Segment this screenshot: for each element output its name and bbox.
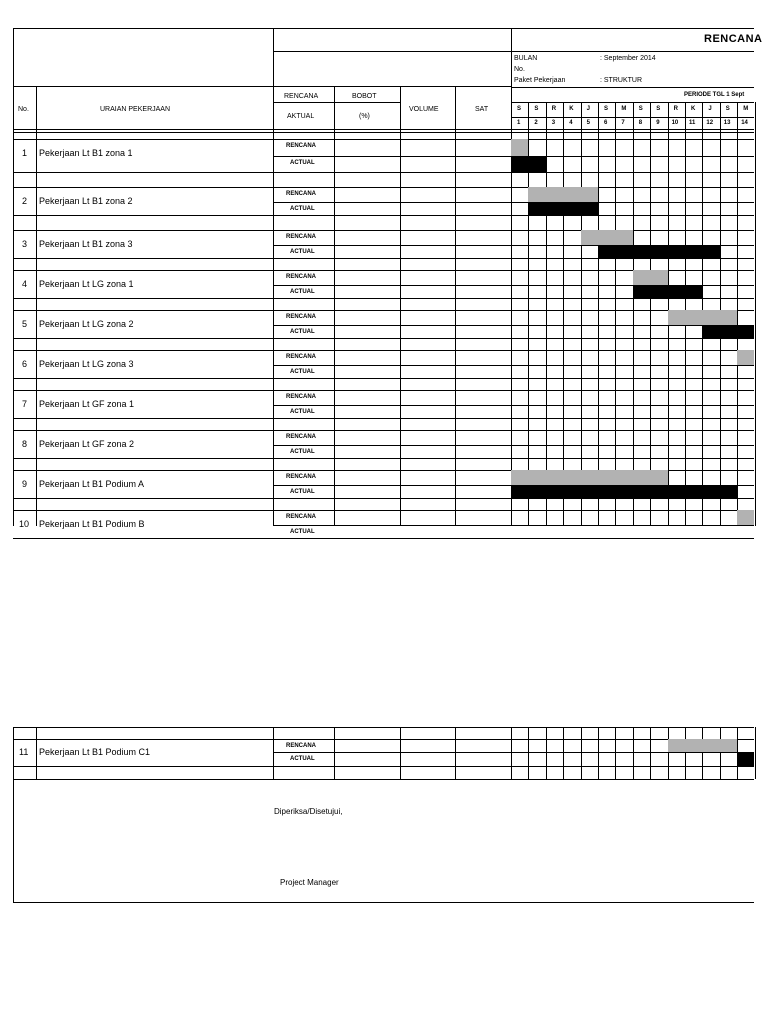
grid-line: [755, 727, 756, 779]
grid-line: [720, 727, 721, 779]
bulan-label: BULAN: [514, 55, 538, 62]
grid-line: [13, 418, 754, 419]
grid-line: [546, 102, 547, 526]
actual-bar: [650, 285, 667, 298]
actual-bar: [668, 245, 685, 258]
day-number-label: 9: [656, 120, 660, 126]
actual-row-label: ACTUAL: [290, 329, 315, 335]
rencana-bar: [685, 739, 702, 752]
col-no-header: No.: [18, 106, 29, 113]
col-aktual-header: AKTUAL: [287, 113, 315, 120]
col-volume-header: VOLUME: [409, 106, 439, 113]
rencana-row-label: RENCANA: [286, 743, 316, 749]
rencana-bar: [720, 739, 737, 752]
no-label: No.: [514, 66, 525, 73]
rencana-row-label: RENCANA: [286, 191, 316, 197]
actual-bar: [546, 202, 563, 215]
actual-bar: [511, 485, 528, 498]
col-bobot-header: BOBOT: [352, 93, 377, 100]
actual-row-label: ACTUAL: [290, 409, 315, 415]
rencana-bar: [737, 510, 754, 525]
task-name: Pekerjaan Lt B1 zona 2: [39, 196, 133, 206]
left-border: [13, 28, 14, 526]
rencana-bar: [563, 470, 580, 485]
rencana-bar: [650, 470, 667, 485]
grid-line: [581, 727, 582, 779]
task-name: Pekerjaan Lt LG zona 1: [39, 279, 134, 289]
approval-label: Diperiksa/Disetujui,: [274, 807, 343, 816]
day-of-week-label: S: [656, 106, 661, 112]
rencana-row-label: RENCANA: [286, 354, 316, 360]
actual-bar: [737, 325, 754, 338]
actual-bar: [581, 202, 598, 215]
task-name: Pekerjaan Lt GF zona 2: [39, 439, 135, 449]
day-of-week-label: M: [743, 106, 749, 112]
grid-line: [13, 86, 511, 87]
grid-line: [455, 86, 456, 526]
task-name: Pekerjaan Lt B1 Podium A: [39, 479, 145, 489]
rencana-bar: [702, 310, 719, 325]
rencana-row-label: RENCANA: [286, 143, 316, 149]
rencana-bar: [633, 270, 650, 285]
grid-line: [334, 86, 335, 526]
grid-line: [633, 727, 634, 779]
day-of-week-label: S: [534, 106, 539, 112]
actual-row-label: ACTUAL: [290, 449, 315, 455]
actual-bar: [685, 285, 702, 298]
actual-bar: [615, 485, 632, 498]
actual-bar: [702, 485, 719, 498]
actual-row-label: ACTUAL: [290, 249, 315, 255]
grid-line: [36, 727, 37, 779]
day-of-week-label: R: [673, 106, 678, 112]
rencana-bar: [668, 739, 685, 752]
grid-line: [563, 102, 564, 526]
rencana-bar: [581, 187, 598, 202]
actual-bar: [615, 245, 632, 258]
actual-bar: [563, 485, 580, 498]
day-number-label: 10: [671, 120, 679, 126]
day-number-label: 2: [534, 120, 538, 126]
day-of-week-label: M: [621, 106, 627, 112]
grid-line: [400, 86, 401, 526]
rencana-bar: [581, 470, 598, 485]
grid-line: [13, 378, 754, 379]
rencana-bar: [581, 230, 598, 245]
grid-line: [13, 510, 754, 511]
rencana-row-label: RENCANA: [286, 274, 316, 280]
grid-line: [273, 202, 754, 203]
grid-line: [273, 405, 754, 406]
footer-bottom-border: [13, 902, 754, 903]
day-of-week-label: K: [569, 106, 574, 112]
grid-line: [13, 230, 754, 231]
grid-line: [13, 338, 754, 339]
grid-line: [36, 86, 37, 526]
grid-line: [13, 215, 754, 216]
grid-line: [273, 752, 754, 753]
grid-line: [13, 739, 754, 740]
rencana-bar: [615, 230, 632, 245]
actual-bar: [685, 485, 702, 498]
grid-line: [455, 727, 456, 779]
grid-line: [273, 525, 754, 526]
actual-bar: [650, 485, 667, 498]
task-name: Pekerjaan Lt GF zona 1: [39, 399, 135, 409]
day-number-label: 14: [741, 120, 748, 126]
day-number-label: 7: [621, 120, 625, 126]
grid-line: [13, 458, 754, 459]
task-number: 3: [22, 239, 28, 249]
actual-bar: [511, 156, 528, 172]
grid-line: [755, 102, 756, 526]
grid-line: [334, 727, 335, 779]
actual-row-label: ACTUAL: [290, 289, 315, 295]
actual-bar: [685, 245, 702, 258]
actual-bar: [633, 485, 650, 498]
day-number-label: 12: [706, 120, 714, 126]
task-number: 7: [22, 399, 28, 409]
grid-line: [13, 779, 754, 780]
rencana-bar: [598, 230, 615, 245]
actual-row-label: ACTUAL: [290, 756, 315, 762]
actual-bar: [702, 325, 719, 338]
grid-line: [13, 430, 754, 431]
grid-line: [13, 298, 754, 299]
grid-line: [528, 727, 529, 779]
grid-line: [273, 102, 400, 103]
grid-line: [13, 727, 14, 902]
actual-bar: [737, 752, 754, 766]
signatory-role: Project Manager: [280, 878, 339, 887]
grid-line: [633, 102, 634, 526]
grid-line: [400, 727, 401, 779]
grid-line: [273, 365, 754, 366]
grid-line: [13, 139, 754, 140]
task-number: 1: [22, 148, 28, 158]
grid-line: [615, 727, 616, 779]
day-of-week-label: J: [708, 106, 712, 112]
task-name: Pekerjaan Lt B1 zona 3: [39, 239, 133, 249]
day-of-week-label: J: [586, 106, 590, 112]
grid-line: [737, 102, 738, 526]
grid-line: [13, 310, 754, 311]
rencana-bar: [563, 187, 580, 202]
day-number-label: 5: [586, 120, 590, 126]
rencana-bar: [598, 470, 615, 485]
grid-line: [668, 727, 669, 779]
day-of-week-label: R: [551, 106, 557, 112]
grid-line: [511, 727, 512, 779]
actual-bar: [528, 156, 545, 172]
rencana-bar: [702, 739, 719, 752]
actual-row-label: ACTUAL: [290, 369, 315, 375]
grid-line: [273, 445, 754, 446]
task-number: 9: [22, 479, 28, 489]
grid-line: [598, 102, 599, 526]
rencana-row-label: RENCANA: [286, 234, 316, 240]
col-sat-header: SAT: [475, 106, 489, 113]
day-of-week-label: S: [725, 106, 730, 112]
rencana-bar: [650, 270, 667, 285]
actual-bar: [668, 285, 685, 298]
actual-bar: [546, 485, 563, 498]
periode-label: PERIODE TGL 1 Sept: [684, 92, 745, 98]
block-bottom-border: [13, 538, 754, 539]
actual-bar: [650, 245, 667, 258]
actual-row-label: ACTUAL: [290, 160, 315, 166]
actual-bar: [598, 245, 615, 258]
actual-bar: [702, 245, 719, 258]
task-number: 6: [22, 359, 28, 369]
actual-bar: [528, 202, 545, 215]
grid-line: [598, 727, 599, 779]
day-number-label: 1: [517, 120, 521, 126]
day-number-label: 11: [689, 120, 696, 126]
rencana-row-label: RENCANA: [286, 514, 316, 520]
actual-bar: [720, 325, 737, 338]
grid-line: [650, 102, 651, 526]
day-number-label: 3: [551, 120, 556, 126]
grid-line: [273, 727, 274, 779]
task-number: 4: [22, 279, 28, 289]
task-name: Pekerjaan Lt B1 Podium C1: [39, 747, 151, 757]
grid-line: [13, 132, 754, 133]
grid-line: [13, 498, 754, 499]
grid-line: [615, 102, 616, 526]
col-rencana-header: RENCANA: [284, 93, 319, 100]
grid-line: [13, 727, 754, 728]
grid-line: [702, 727, 703, 779]
task-name: Pekerjaan Lt LG zona 2: [39, 319, 134, 329]
rencana-row-label: RENCANA: [286, 394, 316, 400]
rencana-row-label: RENCANA: [286, 474, 316, 480]
actual-bar: [668, 485, 685, 498]
grid-line: [13, 258, 754, 259]
col-uraian-header: URAIAN PEKERJAAN: [100, 106, 171, 113]
task-name: Pekerjaan Lt B1 Podium B: [39, 519, 145, 529]
rencana-bar: [546, 470, 563, 485]
rencana-bar: [511, 470, 528, 485]
task-name: Pekerjaan Lt LG zona 3: [39, 359, 134, 369]
task-number: 10: [19, 519, 30, 529]
grid-line: [273, 325, 754, 326]
grid-line: [13, 187, 754, 188]
grid-line: [13, 390, 754, 391]
actual-row-label: ACTUAL: [290, 206, 315, 212]
actual-bar: [633, 245, 650, 258]
grid-line: [685, 727, 686, 779]
day-of-week-label: S: [604, 106, 609, 112]
paket-value: : STRUKTUR: [600, 77, 642, 84]
grid-line: [511, 87, 754, 88]
actual-bar: [633, 285, 650, 298]
day-number-label: 6: [604, 120, 608, 126]
task-number: 8: [22, 439, 28, 449]
rencana-bar: [615, 470, 632, 485]
actual-bar: [563, 202, 580, 215]
actual-bar: [528, 485, 545, 498]
grid-line: [563, 727, 564, 779]
rencana-bar: [633, 470, 650, 485]
grid-line: [650, 727, 651, 779]
rencana-bar: [528, 470, 545, 485]
day-number-label: 13: [723, 120, 731, 126]
rencana-bar: [668, 310, 685, 325]
task-number: 5: [22, 319, 28, 329]
grid-line: [13, 350, 754, 351]
grid-line: [546, 727, 547, 779]
actual-bar: [720, 485, 737, 498]
actual-row-label: ACTUAL: [290, 489, 315, 495]
rencana-bar: [685, 310, 702, 325]
actual-bar: [581, 485, 598, 498]
day-number-label: 8: [638, 120, 643, 126]
actual-row-label: ACTUAL: [290, 529, 315, 535]
grid-line: [581, 102, 582, 526]
day-number-label: 4: [569, 120, 573, 126]
rencana-bar: [528, 187, 545, 202]
document-title: RENCANA: [704, 33, 763, 45]
actual-bar: [598, 485, 615, 498]
day-of-week-label: S: [517, 106, 522, 112]
grid-line: [13, 129, 754, 130]
task-number: 2: [22, 196, 28, 206]
col-bobot-unit: (%): [359, 113, 370, 120]
rencana-bar: [511, 139, 528, 156]
grid-line: [13, 172, 754, 173]
grid-line: [273, 51, 754, 52]
grid-line: [13, 766, 754, 767]
day-of-week-label: K: [691, 106, 696, 112]
task-name: Pekerjaan Lt B1 zona 1: [39, 148, 133, 158]
rencana-bar: [546, 187, 563, 202]
paket-label: Paket Pekerjaan: [514, 77, 566, 84]
rencana-bar: [737, 350, 754, 365]
rencana-bar: [720, 310, 737, 325]
bulan-value: : September 2014: [600, 55, 656, 62]
rencana-row-label: RENCANA: [286, 434, 316, 440]
rencana-row-label: RENCANA: [286, 314, 316, 320]
header-top-border: [13, 28, 754, 29]
day-of-week-label: S: [638, 106, 643, 112]
task-number: 11: [19, 747, 29, 757]
